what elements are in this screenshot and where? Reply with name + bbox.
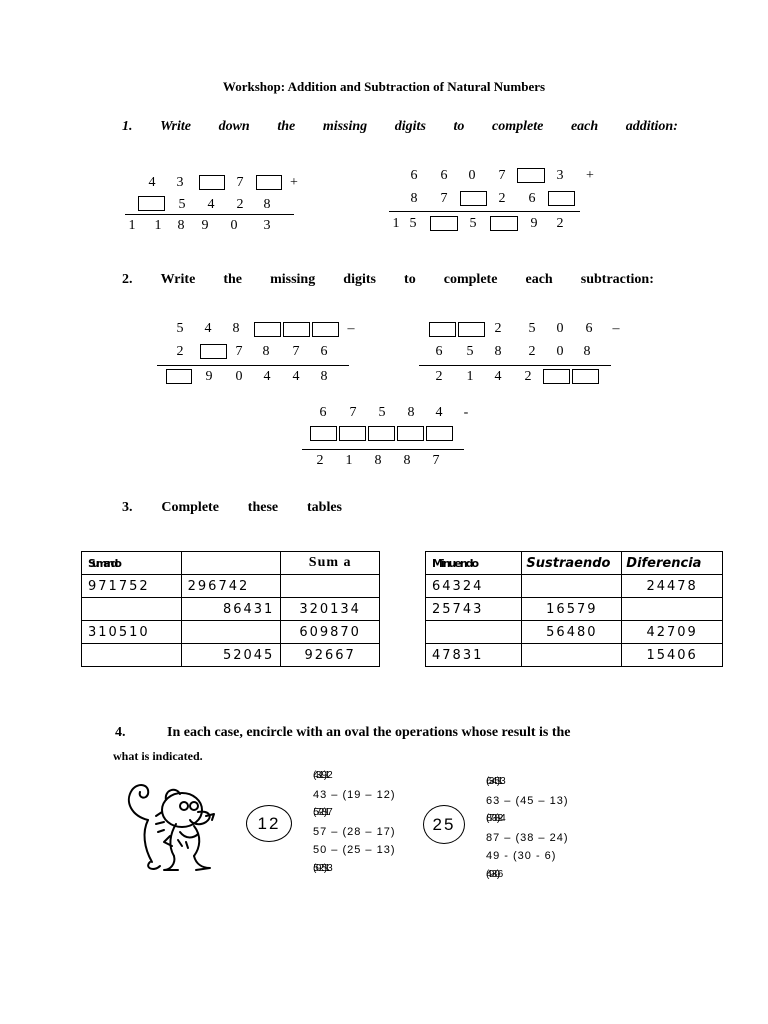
q2-word: Write bbox=[160, 272, 196, 287]
question-1 bbox=[122, 119, 678, 135]
digit: 1 bbox=[154, 218, 162, 233]
blank-digit-box[interactable] bbox=[199, 175, 225, 190]
digit: 8 bbox=[262, 344, 270, 359]
blank-digit-box[interactable] bbox=[138, 196, 165, 211]
digit: 3 bbox=[263, 218, 271, 233]
q1-word: complete bbox=[492, 119, 544, 134]
q3-word: Complete bbox=[161, 500, 219, 515]
digit: 2 bbox=[316, 453, 324, 468]
table-cell: 16579 bbox=[522, 598, 622, 621]
q1-word: Write bbox=[160, 119, 191, 134]
digit: 9 bbox=[205, 369, 213, 384]
blank-digit-box[interactable] bbox=[339, 426, 366, 441]
sum-line bbox=[125, 214, 294, 215]
digit: 4 bbox=[292, 369, 300, 384]
table-header bbox=[181, 552, 281, 575]
table-cell-blank[interactable] bbox=[522, 644, 622, 667]
table-cell-blank[interactable] bbox=[522, 575, 622, 598]
digit: 5 bbox=[378, 405, 386, 420]
page-title: Workshop: Addition and Subtraction of Natural Numbers bbox=[222, 79, 546, 94]
operation-item[interactable]: (57-28)-17 bbox=[313, 807, 330, 818]
operation-item[interactable]: (43-19)-12 bbox=[313, 770, 330, 781]
table-cell: 47831 bbox=[426, 644, 522, 667]
blank-digit-box[interactable] bbox=[254, 322, 281, 337]
blank-digit-box[interactable] bbox=[490, 216, 518, 231]
operation-item[interactable]: (50-25)-13 bbox=[313, 862, 330, 874]
digit: 0 bbox=[230, 218, 238, 233]
table-cell: 15406 bbox=[622, 644, 723, 667]
blank-digit-box[interactable] bbox=[283, 322, 310, 337]
digit: 0 bbox=[556, 344, 564, 359]
q2-word: each bbox=[525, 272, 553, 287]
table-cell: 56480 bbox=[522, 621, 622, 644]
table-cell: 296742 bbox=[181, 575, 281, 598]
q2-word: 2. bbox=[122, 272, 133, 287]
q2-word: digits bbox=[343, 272, 376, 287]
target-oval-left: 12 bbox=[246, 805, 292, 842]
digit: 2 bbox=[435, 369, 443, 384]
digit: 2 bbox=[176, 344, 184, 359]
sum-line bbox=[389, 211, 580, 212]
table-cell-blank[interactable] bbox=[281, 575, 380, 598]
digit: 8 bbox=[263, 197, 271, 212]
q1-word: the bbox=[277, 119, 296, 134]
table-cell-blank[interactable] bbox=[622, 598, 723, 621]
table-cell: 310510 bbox=[82, 621, 182, 644]
table-cell: 609870 bbox=[281, 621, 380, 644]
table-cell: 42709 bbox=[622, 621, 723, 644]
digit: 7 bbox=[236, 175, 244, 190]
table-cell: 971752 bbox=[82, 575, 182, 598]
blank-digit-box[interactable] bbox=[397, 426, 424, 441]
q1-word: each bbox=[570, 119, 599, 134]
blank-digit-box[interactable] bbox=[548, 191, 575, 206]
question-3 bbox=[122, 500, 342, 516]
digit: 2 bbox=[494, 321, 502, 336]
q1-word: addition: bbox=[625, 119, 678, 134]
table-cell: 24478 bbox=[622, 575, 723, 598]
operations-list-left bbox=[313, 767, 396, 878]
blank-digit-box[interactable] bbox=[368, 426, 395, 441]
digit: 8 bbox=[320, 369, 328, 384]
digit: 0 bbox=[556, 321, 564, 336]
monkey-illustration bbox=[120, 776, 242, 876]
blank-digit-box[interactable] bbox=[543, 369, 570, 384]
digit: 4 bbox=[263, 369, 271, 384]
table-header: Sum a bbox=[281, 552, 380, 575]
digit: 8 bbox=[403, 453, 411, 468]
digit: 0 bbox=[468, 168, 476, 183]
operation-item[interactable]: 49 - (30 - 6) bbox=[486, 850, 557, 862]
q2-word: missing bbox=[270, 272, 316, 287]
blank-digit-box[interactable] bbox=[200, 344, 227, 359]
q1-word: missing bbox=[322, 119, 368, 134]
digit: 4 bbox=[148, 175, 156, 190]
blank-digit-box[interactable] bbox=[310, 426, 337, 441]
digit: 1 bbox=[345, 453, 353, 468]
q2-word: subtraction: bbox=[580, 272, 654, 287]
digit: 1 bbox=[392, 216, 400, 231]
table-header: Minuendo bbox=[426, 552, 522, 575]
table-cell: 52045 bbox=[181, 644, 281, 667]
digit: 9 bbox=[530, 216, 538, 231]
blank-digit-box[interactable] bbox=[429, 322, 456, 337]
table-cell: 320134 bbox=[281, 598, 380, 621]
plus-sign: + bbox=[290, 175, 298, 190]
operation-item[interactable]: (49-30)-6 bbox=[486, 868, 501, 880]
table-cell: 86431 bbox=[181, 598, 281, 621]
operation-item[interactable]: (87-38)-24 bbox=[486, 813, 503, 824]
blank-digit-box[interactable] bbox=[430, 216, 458, 231]
question-4-text: In each case, encircle with an oval the operations whose result is the bbox=[167, 725, 571, 740]
operation-item[interactable]: 57 – (28 – 17) bbox=[313, 825, 396, 838]
question-4-number: 4. bbox=[115, 725, 126, 740]
addition-table bbox=[81, 551, 380, 667]
digit: 7 bbox=[498, 168, 506, 183]
blank-digit-box[interactable] bbox=[166, 369, 192, 384]
blank-digit-box[interactable] bbox=[517, 168, 545, 183]
q3-word: tables bbox=[307, 500, 342, 515]
digit: 5 bbox=[178, 197, 186, 212]
blank-digit-box[interactable] bbox=[426, 426, 453, 441]
digit: 8 bbox=[407, 405, 415, 420]
table-header: Sumando bbox=[82, 552, 182, 575]
digit: 5 bbox=[409, 216, 417, 231]
blank-digit-box[interactable] bbox=[460, 191, 487, 206]
digit: 8 bbox=[374, 453, 382, 468]
digit: 3 bbox=[176, 175, 184, 190]
operation-item[interactable]: 87 – (38 – 24) bbox=[486, 831, 569, 844]
table-cell: 64324 bbox=[426, 575, 522, 598]
operations-list-right bbox=[486, 773, 569, 884]
digit: 5 bbox=[469, 216, 477, 231]
digit: 6 bbox=[528, 191, 536, 206]
digit: 8 bbox=[177, 218, 185, 233]
q1-word: down bbox=[218, 119, 250, 134]
digit: 4 bbox=[494, 369, 502, 384]
digit: 6 bbox=[435, 344, 443, 359]
digit: 4 bbox=[435, 405, 443, 420]
q1-word: to bbox=[453, 119, 465, 134]
digit: 8 bbox=[583, 344, 591, 359]
subtraction-table bbox=[425, 551, 723, 667]
digit: 7 bbox=[235, 344, 243, 359]
digit: 1 bbox=[128, 218, 136, 233]
table-cell-blank[interactable] bbox=[82, 598, 182, 621]
table-cell-blank[interactable] bbox=[181, 621, 281, 644]
minus-sign: – bbox=[612, 321, 620, 336]
digit: 0 bbox=[235, 369, 243, 384]
question-2 bbox=[122, 272, 654, 288]
digit: 4 bbox=[204, 321, 212, 336]
digit: 7 bbox=[440, 191, 448, 206]
table-cell-blank[interactable] bbox=[82, 644, 182, 667]
digit: 7 bbox=[349, 405, 357, 420]
q1-word: digits bbox=[394, 119, 426, 134]
operation-item[interactable]: 43 – (19 – 12) bbox=[313, 788, 396, 801]
digit: 2 bbox=[528, 344, 536, 359]
digit: 8 bbox=[410, 191, 418, 206]
digit: 5 bbox=[528, 321, 536, 336]
table-header: Sustraendo bbox=[522, 552, 622, 575]
digit: 2 bbox=[236, 197, 244, 212]
q1-word: 1. bbox=[122, 119, 133, 134]
table-header: Diferencia bbox=[622, 552, 723, 575]
blank-digit-box[interactable] bbox=[572, 369, 599, 384]
table-cell: 25743 bbox=[426, 598, 522, 621]
blank-digit-box[interactable] bbox=[312, 322, 339, 337]
digit: 3 bbox=[556, 168, 564, 183]
digit: 7 bbox=[292, 344, 300, 359]
table-cell: 92667 bbox=[281, 644, 380, 667]
digit: 5 bbox=[466, 344, 474, 359]
plus-sign: + bbox=[586, 168, 594, 183]
digit: 6 bbox=[319, 405, 327, 420]
digit: 2 bbox=[498, 191, 506, 206]
target-oval-right: 25 bbox=[423, 805, 465, 844]
digit: 6 bbox=[320, 344, 328, 359]
difference-line bbox=[419, 365, 611, 366]
digit: 2 bbox=[556, 216, 564, 231]
blank-digit-box[interactable] bbox=[458, 322, 485, 337]
minus-sign: - bbox=[463, 405, 469, 420]
operation-item[interactable]: (63-45)-13 bbox=[486, 776, 503, 787]
digit: 5 bbox=[176, 321, 184, 336]
digit: 2 bbox=[524, 369, 532, 384]
digit: 6 bbox=[585, 321, 593, 336]
blank-digit-box[interactable] bbox=[256, 175, 282, 190]
difference-line bbox=[157, 365, 349, 366]
digit: 8 bbox=[232, 321, 240, 336]
q3-word: these bbox=[247, 500, 279, 515]
operation-item[interactable]: 63 – (45 – 13) bbox=[486, 794, 569, 807]
q2-word: to bbox=[404, 272, 416, 287]
question-4-subtext: what is indicated. bbox=[113, 749, 203, 763]
digit: 6 bbox=[410, 168, 418, 183]
digit: 8 bbox=[494, 344, 502, 359]
digit: 9 bbox=[201, 218, 209, 233]
digit: 4 bbox=[207, 197, 215, 212]
digit: 1 bbox=[466, 369, 474, 384]
digit: 6 bbox=[440, 168, 448, 183]
digit: 7 bbox=[432, 453, 440, 468]
table-cell-blank[interactable] bbox=[426, 621, 522, 644]
difference-line bbox=[302, 449, 464, 450]
q2-word: the bbox=[223, 272, 243, 287]
q2-word: complete bbox=[443, 272, 498, 287]
operation-item[interactable]: 50 – (25 – 13) bbox=[313, 844, 396, 856]
q3-word: 3. bbox=[122, 500, 133, 515]
minus-sign: – bbox=[347, 321, 355, 336]
